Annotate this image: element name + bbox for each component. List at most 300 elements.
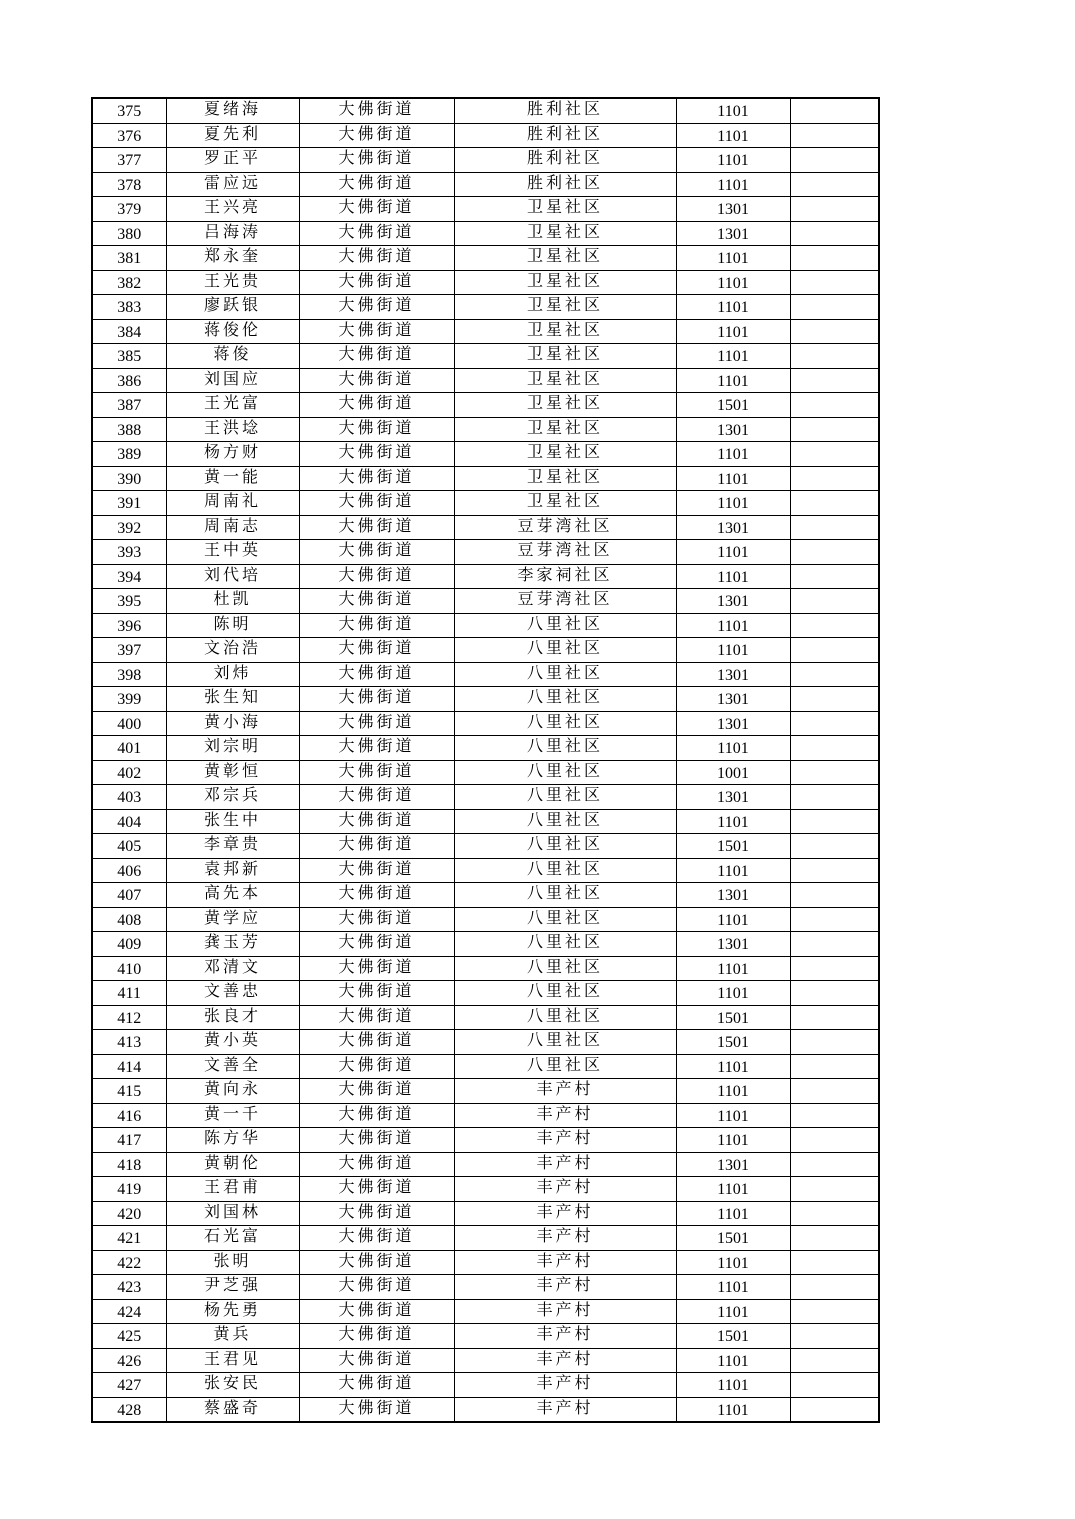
- row-number-cell: 392: [92, 515, 166, 540]
- name-cell: 雷应远: [166, 172, 299, 197]
- remark-cell: [790, 319, 879, 344]
- code-cell: 1101: [676, 1348, 790, 1373]
- name-cell: 周南礼: [166, 491, 299, 516]
- table-row: [92, 319, 879, 344]
- community-cell: 胜利社区: [454, 148, 676, 173]
- street-cell: 大佛街道: [299, 319, 454, 344]
- row-number-cell: 402: [92, 760, 166, 785]
- row-number-cell: 423: [92, 1275, 166, 1300]
- remark-cell: [790, 883, 879, 908]
- community-cell: 卫星社区: [454, 417, 676, 442]
- code-cell: 1101: [676, 1103, 790, 1128]
- name-cell: 刘国应: [166, 368, 299, 393]
- street-cell: 大佛街道: [299, 1005, 454, 1030]
- street-cell: 大佛街道: [299, 442, 454, 467]
- street-cell: 大佛街道: [299, 368, 454, 393]
- street-cell: 大佛街道: [299, 589, 454, 614]
- remark-cell: [790, 515, 879, 540]
- name-cell: 陈明: [166, 613, 299, 638]
- remark-cell: [790, 1373, 879, 1398]
- community-cell: 八里社区: [454, 932, 676, 957]
- table-row: [92, 589, 879, 614]
- table-row: [92, 270, 879, 295]
- table-row: [92, 1005, 879, 1030]
- community-cell: 丰产村: [454, 1103, 676, 1128]
- street-cell: 大佛街道: [299, 1348, 454, 1373]
- remark-cell: [790, 1128, 879, 1153]
- table-row: [92, 1177, 879, 1202]
- street-cell: 大佛街道: [299, 270, 454, 295]
- remark-cell: [790, 981, 879, 1006]
- street-cell: 大佛街道: [299, 638, 454, 663]
- community-cell: 卫星社区: [454, 466, 676, 491]
- name-cell: 王洪埝: [166, 417, 299, 442]
- code-cell: 1301: [676, 932, 790, 957]
- name-cell: 石光富: [166, 1226, 299, 1251]
- name-cell: 陈方华: [166, 1128, 299, 1153]
- table-row: [92, 1275, 879, 1300]
- name-cell: 王兴亮: [166, 197, 299, 222]
- community-cell: 丰产村: [454, 1348, 676, 1373]
- remark-cell: [790, 1348, 879, 1373]
- table-row: [92, 1030, 879, 1055]
- community-cell: 豆芽湾社区: [454, 515, 676, 540]
- community-cell: 丰产村: [454, 1079, 676, 1104]
- remark-cell: [790, 270, 879, 295]
- row-number-cell: 427: [92, 1373, 166, 1398]
- code-cell: 1101: [676, 1373, 790, 1398]
- name-cell: 刘炜: [166, 662, 299, 687]
- code-cell: 1101: [676, 858, 790, 883]
- community-cell: 李家祠社区: [454, 564, 676, 589]
- street-cell: 大佛街道: [299, 1128, 454, 1153]
- street-cell: 大佛街道: [299, 1079, 454, 1104]
- code-cell: 1101: [676, 148, 790, 173]
- community-cell: 卫星社区: [454, 368, 676, 393]
- community-cell: 豆芽湾社区: [454, 589, 676, 614]
- community-cell: 八里社区: [454, 662, 676, 687]
- table-row: [92, 98, 879, 123]
- table-row: [92, 760, 879, 785]
- community-cell: 八里社区: [454, 785, 676, 810]
- remark-cell: [790, 932, 879, 957]
- street-cell: 大佛街道: [299, 295, 454, 320]
- code-cell: 1101: [676, 98, 790, 123]
- table-row: [92, 736, 879, 761]
- street-cell: 大佛街道: [299, 564, 454, 589]
- row-number-cell: 404: [92, 809, 166, 834]
- code-cell: 1101: [676, 1128, 790, 1153]
- code-cell: 1301: [676, 197, 790, 222]
- name-cell: 王君见: [166, 1348, 299, 1373]
- street-cell: 大佛街道: [299, 515, 454, 540]
- street-cell: 大佛街道: [299, 417, 454, 442]
- street-cell: 大佛街道: [299, 1054, 454, 1079]
- name-cell: 张生中: [166, 809, 299, 834]
- remark-cell: [790, 1201, 879, 1226]
- row-number-cell: 415: [92, 1079, 166, 1104]
- remark-cell: [790, 834, 879, 859]
- community-cell: 丰产村: [454, 1177, 676, 1202]
- name-cell: 张安民: [166, 1373, 299, 1398]
- street-cell: 大佛街道: [299, 785, 454, 810]
- street-cell: 大佛街道: [299, 760, 454, 785]
- remark-cell: [790, 540, 879, 565]
- street-cell: 大佛街道: [299, 1324, 454, 1349]
- name-cell: 黄向永: [166, 1079, 299, 1104]
- code-cell: 1101: [676, 1054, 790, 1079]
- row-number-cell: 376: [92, 123, 166, 148]
- row-number-cell: 412: [92, 1005, 166, 1030]
- code-cell: 1301: [676, 417, 790, 442]
- code-cell: 1301: [676, 687, 790, 712]
- code-cell: 1101: [676, 1079, 790, 1104]
- row-number-cell: 414: [92, 1054, 166, 1079]
- row-number-cell: 409: [92, 932, 166, 957]
- remark-cell: [790, 344, 879, 369]
- row-number-cell: 406: [92, 858, 166, 883]
- remark-cell: [790, 368, 879, 393]
- remark-cell: [790, 589, 879, 614]
- remark-cell: [790, 956, 879, 981]
- street-cell: 大佛街道: [299, 956, 454, 981]
- row-number-cell: 401: [92, 736, 166, 761]
- street-cell: 大佛街道: [299, 932, 454, 957]
- table-row: [92, 148, 879, 173]
- community-cell: 八里社区: [454, 760, 676, 785]
- row-number-cell: 380: [92, 221, 166, 246]
- row-number-cell: 411: [92, 981, 166, 1006]
- remark-cell: [790, 760, 879, 785]
- remark-cell: [790, 123, 879, 148]
- code-cell: 1101: [676, 638, 790, 663]
- code-cell: 1101: [676, 246, 790, 271]
- remark-cell: [790, 1324, 879, 1349]
- community-cell: 胜利社区: [454, 123, 676, 148]
- code-cell: 1301: [676, 221, 790, 246]
- row-number-cell: 417: [92, 1128, 166, 1153]
- street-cell: 大佛街道: [299, 344, 454, 369]
- street-cell: 大佛街道: [299, 613, 454, 638]
- table-row: [92, 932, 879, 957]
- row-number-cell: 405: [92, 834, 166, 859]
- community-cell: 八里社区: [454, 638, 676, 663]
- row-number-cell: 413: [92, 1030, 166, 1055]
- table-row: [92, 1103, 879, 1128]
- community-cell: 卫星社区: [454, 491, 676, 516]
- code-cell: 1101: [676, 368, 790, 393]
- code-cell: 1501: [676, 1030, 790, 1055]
- street-cell: 大佛街道: [299, 491, 454, 516]
- name-cell: 黄一能: [166, 466, 299, 491]
- table-row: [92, 221, 879, 246]
- row-number-cell: 418: [92, 1152, 166, 1177]
- name-cell: 邓清文: [166, 956, 299, 981]
- street-cell: 大佛街道: [299, 711, 454, 736]
- street-cell: 大佛街道: [299, 1226, 454, 1251]
- street-cell: 大佛街道: [299, 1177, 454, 1202]
- table-row: [92, 417, 879, 442]
- street-cell: 大佛街道: [299, 98, 454, 123]
- table-row: [92, 1128, 879, 1153]
- table-row: [92, 1226, 879, 1251]
- name-cell: 杨方财: [166, 442, 299, 467]
- remark-cell: [790, 246, 879, 271]
- street-cell: 大佛街道: [299, 809, 454, 834]
- row-number-cell: 398: [92, 662, 166, 687]
- community-cell: 八里社区: [454, 907, 676, 932]
- row-number-cell: 408: [92, 907, 166, 932]
- table-row: [92, 540, 879, 565]
- code-cell: 1501: [676, 393, 790, 418]
- name-cell: 夏绪海: [166, 98, 299, 123]
- remark-cell: [790, 172, 879, 197]
- row-number-cell: 396: [92, 613, 166, 638]
- row-number-cell: 384: [92, 319, 166, 344]
- name-cell: 王君甫: [166, 1177, 299, 1202]
- code-cell: 1101: [676, 540, 790, 565]
- name-cell: 黄兵: [166, 1324, 299, 1349]
- table-row: [92, 466, 879, 491]
- community-cell: 丰产村: [454, 1397, 676, 1422]
- community-cell: 丰产村: [454, 1250, 676, 1275]
- table-row: [92, 197, 879, 222]
- code-cell: 1101: [676, 613, 790, 638]
- community-cell: 卫星社区: [454, 221, 676, 246]
- row-number-cell: 425: [92, 1324, 166, 1349]
- row-number-cell: 416: [92, 1103, 166, 1128]
- code-cell: 1101: [676, 1299, 790, 1324]
- street-cell: 大佛街道: [299, 246, 454, 271]
- community-cell: 卫星社区: [454, 319, 676, 344]
- code-cell: 1101: [676, 1177, 790, 1202]
- remark-cell: [790, 1275, 879, 1300]
- remark-cell: [790, 1079, 879, 1104]
- row-number-cell: 378: [92, 172, 166, 197]
- code-cell: 1101: [676, 123, 790, 148]
- name-cell: 刘代培: [166, 564, 299, 589]
- street-cell: 大佛街道: [299, 221, 454, 246]
- code-cell: 1101: [676, 1397, 790, 1422]
- street-cell: 大佛街道: [299, 1250, 454, 1275]
- row-number-cell: 390: [92, 466, 166, 491]
- name-cell: 吕海涛: [166, 221, 299, 246]
- community-cell: 丰产村: [454, 1201, 676, 1226]
- community-cell: 八里社区: [454, 809, 676, 834]
- name-cell: 杨先勇: [166, 1299, 299, 1324]
- row-number-cell: 382: [92, 270, 166, 295]
- remark-cell: [790, 1103, 879, 1128]
- name-cell: 文善忠: [166, 981, 299, 1006]
- remark-cell: [790, 1054, 879, 1079]
- table-row: [92, 1054, 879, 1079]
- remark-cell: [790, 1397, 879, 1422]
- name-cell: 周南志: [166, 515, 299, 540]
- name-cell: 廖跃银: [166, 295, 299, 320]
- street-cell: 大佛街道: [299, 1275, 454, 1300]
- name-cell: 刘国林: [166, 1201, 299, 1226]
- street-cell: 大佛街道: [299, 1397, 454, 1422]
- name-cell: 夏先利: [166, 123, 299, 148]
- row-number-cell: 419: [92, 1177, 166, 1202]
- street-cell: 大佛街道: [299, 883, 454, 908]
- row-number-cell: 389: [92, 442, 166, 467]
- street-cell: 大佛街道: [299, 1030, 454, 1055]
- remark-cell: [790, 466, 879, 491]
- community-cell: 丰产村: [454, 1226, 676, 1251]
- row-number-cell: 394: [92, 564, 166, 589]
- street-cell: 大佛街道: [299, 393, 454, 418]
- name-cell: 文善全: [166, 1054, 299, 1079]
- table-row: [92, 858, 879, 883]
- code-cell: 1101: [676, 907, 790, 932]
- name-cell: 黄小英: [166, 1030, 299, 1055]
- street-cell: 大佛街道: [299, 858, 454, 883]
- row-number-cell: 386: [92, 368, 166, 393]
- name-cell: 龚玉芳: [166, 932, 299, 957]
- table-row: [92, 172, 879, 197]
- street-cell: 大佛街道: [299, 687, 454, 712]
- table-row: [92, 1152, 879, 1177]
- community-cell: 豆芽湾社区: [454, 540, 676, 565]
- table-row: [92, 785, 879, 810]
- code-cell: 1101: [676, 956, 790, 981]
- table-row: [92, 393, 879, 418]
- code-cell: 1101: [676, 809, 790, 834]
- street-cell: 大佛街道: [299, 1373, 454, 1398]
- code-cell: 1301: [676, 785, 790, 810]
- community-cell: 卫星社区: [454, 393, 676, 418]
- community-cell: 卫星社区: [454, 246, 676, 271]
- community-cell: 丰产村: [454, 1152, 676, 1177]
- remark-cell: [790, 1152, 879, 1177]
- code-cell: 1501: [676, 834, 790, 859]
- table-row: [92, 613, 879, 638]
- table-row: [92, 1201, 879, 1226]
- name-cell: 黄一千: [166, 1103, 299, 1128]
- row-number-cell: 377: [92, 148, 166, 173]
- row-number-cell: 426: [92, 1348, 166, 1373]
- row-number-cell: 391: [92, 491, 166, 516]
- code-cell: 1101: [676, 344, 790, 369]
- community-cell: 丰产村: [454, 1324, 676, 1349]
- table-row: [92, 515, 879, 540]
- name-cell: 黄朝伦: [166, 1152, 299, 1177]
- code-cell: 1101: [676, 981, 790, 1006]
- table-row: [92, 1373, 879, 1398]
- table-row: [92, 564, 879, 589]
- community-cell: 八里社区: [454, 956, 676, 981]
- name-cell: 黄彰恒: [166, 760, 299, 785]
- street-cell: 大佛街道: [299, 540, 454, 565]
- name-cell: 刘宗明: [166, 736, 299, 761]
- community-cell: 八里社区: [454, 1030, 676, 1055]
- name-cell: 蒋俊: [166, 344, 299, 369]
- street-cell: 大佛街道: [299, 466, 454, 491]
- row-number-cell: 388: [92, 417, 166, 442]
- remark-cell: [790, 564, 879, 589]
- street-cell: 大佛街道: [299, 981, 454, 1006]
- row-number-cell: 387: [92, 393, 166, 418]
- street-cell: 大佛街道: [299, 148, 454, 173]
- community-cell: 卫星社区: [454, 295, 676, 320]
- table-row: [92, 344, 879, 369]
- name-cell: 李章贵: [166, 834, 299, 859]
- row-number-cell: 421: [92, 1226, 166, 1251]
- remark-cell: [790, 1226, 879, 1251]
- community-cell: 卫星社区: [454, 270, 676, 295]
- street-cell: 大佛街道: [299, 1201, 454, 1226]
- street-cell: 大佛街道: [299, 662, 454, 687]
- table-row: [92, 1324, 879, 1349]
- code-cell: 1101: [676, 564, 790, 589]
- code-cell: 1101: [676, 319, 790, 344]
- community-cell: 八里社区: [454, 834, 676, 859]
- code-cell: 1101: [676, 491, 790, 516]
- remark-cell: [790, 393, 879, 418]
- remark-cell: [790, 1030, 879, 1055]
- remark-cell: [790, 638, 879, 663]
- community-cell: 丰产村: [454, 1275, 676, 1300]
- name-cell: 袁邦新: [166, 858, 299, 883]
- name-cell: 王中英: [166, 540, 299, 565]
- table-row: [92, 1079, 879, 1104]
- name-cell: 蔡盛奇: [166, 1397, 299, 1422]
- remark-cell: [790, 148, 879, 173]
- code-cell: 1101: [676, 1201, 790, 1226]
- row-number-cell: 381: [92, 246, 166, 271]
- row-number-cell: 403: [92, 785, 166, 810]
- remark-cell: [790, 736, 879, 761]
- data-table: [91, 97, 880, 1423]
- name-cell: 张明: [166, 1250, 299, 1275]
- code-cell: 1301: [676, 589, 790, 614]
- row-number-cell: 420: [92, 1201, 166, 1226]
- street-cell: 大佛街道: [299, 1103, 454, 1128]
- code-cell: 1301: [676, 883, 790, 908]
- community-cell: 卫星社区: [454, 442, 676, 467]
- community-cell: 八里社区: [454, 613, 676, 638]
- table-row: [92, 981, 879, 1006]
- remark-cell: [790, 98, 879, 123]
- street-cell: 大佛街道: [299, 1299, 454, 1324]
- name-cell: 黄小海: [166, 711, 299, 736]
- table-row: [92, 711, 879, 736]
- remark-cell: [790, 809, 879, 834]
- street-cell: 大佛街道: [299, 197, 454, 222]
- row-number-cell: 424: [92, 1299, 166, 1324]
- remark-cell: [790, 1005, 879, 1030]
- row-number-cell: 422: [92, 1250, 166, 1275]
- name-cell: 张生知: [166, 687, 299, 712]
- remark-cell: [790, 295, 879, 320]
- remark-cell: [790, 442, 879, 467]
- community-cell: 八里社区: [454, 981, 676, 1006]
- row-number-cell: 379: [92, 197, 166, 222]
- table-row: [92, 1397, 879, 1422]
- community-cell: 八里社区: [454, 736, 676, 761]
- code-cell: 1001: [676, 760, 790, 785]
- row-number-cell: 375: [92, 98, 166, 123]
- remark-cell: [790, 197, 879, 222]
- code-cell: 1301: [676, 515, 790, 540]
- remark-cell: [790, 417, 879, 442]
- name-cell: 张良才: [166, 1005, 299, 1030]
- street-cell: 大佛街道: [299, 1152, 454, 1177]
- table-row: [92, 295, 879, 320]
- street-cell: 大佛街道: [299, 834, 454, 859]
- name-cell: 高先本: [166, 883, 299, 908]
